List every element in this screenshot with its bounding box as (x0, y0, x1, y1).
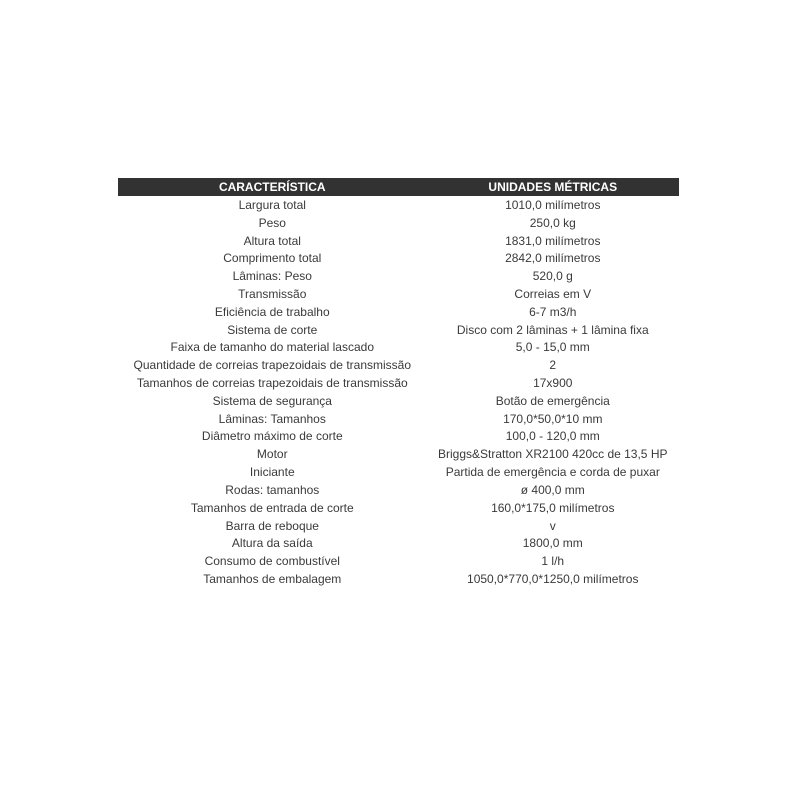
value-cell: 160,0*175,0 milímetros (491, 500, 615, 515)
table-header (118, 178, 679, 196)
header-unidades-metricas: UNIDADES MÉTRICAS (488, 180, 618, 194)
feature-cell: Sistema de segurança (212, 393, 332, 408)
feature-cell: Consumo de combustível (204, 554, 340, 569)
table-row (118, 303, 679, 321)
value-cell: 520,0 g (532, 269, 573, 284)
table-row (118, 267, 679, 285)
value-cell: 2842,0 milímetros (505, 251, 601, 266)
spec-table (118, 178, 679, 588)
feature-cell: Tamanhos de embalagem (203, 571, 342, 586)
feature-cell: Transmissão (238, 286, 307, 301)
feature-cell: Tamanhos de entrada de corte (190, 500, 354, 515)
table-row (118, 463, 679, 481)
table-row (118, 196, 679, 214)
value-cell: 100,0 - 120,0 mm (505, 429, 600, 444)
feature-cell: Faixa de tamanho do material lascado (170, 340, 374, 355)
value-cell: Partida de emergência e corda de puxar (445, 465, 660, 480)
feature-cell: Iniciante (249, 465, 295, 480)
table-row (118, 410, 679, 428)
value-cell: 5,0 - 15,0 mm (515, 340, 590, 355)
table-row (118, 214, 679, 232)
table-row (118, 428, 679, 446)
table-row (118, 285, 679, 303)
value-cell: 2 (549, 358, 557, 373)
table-row (118, 392, 679, 410)
value-cell: v (549, 518, 556, 533)
value-cell: 1800,0 mm (522, 536, 583, 551)
table-row (118, 445, 679, 463)
value-cell: Botão de emergência (495, 393, 610, 408)
feature-cell: Altura da saída (231, 536, 313, 551)
value-cell: 17x900 (533, 376, 573, 391)
feature-cell: Eficiência de trabalho (214, 304, 330, 319)
value-cell: 1050,0*770,0*1250,0 milímetros (467, 571, 639, 586)
table-row (118, 321, 679, 339)
table-row (118, 249, 679, 267)
table-row (118, 499, 679, 517)
feature-cell: Lâminas: Peso (232, 269, 312, 284)
value-cell: Correias em V (514, 286, 592, 301)
table-body (118, 196, 679, 588)
value-cell: 1010,0 milímetros (505, 197, 601, 212)
table-row (118, 232, 679, 250)
feature-cell: Tamanhos de correias trapezoidais de transmissão (136, 376, 408, 391)
value-cell: 250,0 kg (529, 215, 576, 230)
table-row (118, 339, 679, 357)
table-row (118, 481, 679, 499)
value-cell: 1 l/h (541, 554, 565, 569)
value-cell: 1831,0 milímetros (505, 233, 601, 248)
feature-cell: Largura total (238, 197, 306, 212)
table-row (118, 374, 679, 392)
table-row (118, 552, 679, 570)
feature-cell: Peso (258, 215, 286, 230)
value-cell: 170,0*50,0*10 mm (503, 411, 603, 426)
feature-cell: Comprimento total (223, 251, 322, 266)
feature-cell: Quantidade de correias trapezoidais de transmissão (133, 358, 412, 373)
value-cell: Disco com 2 lâminas + 1 lâmina fixa (456, 322, 649, 337)
feature-cell: Diâmetro máximo de corte (201, 429, 343, 444)
table-row (118, 356, 679, 374)
header-caracteristica: CARACTERÍSTICA (218, 180, 326, 194)
feature-cell: Altura total (243, 233, 301, 248)
table-row (118, 570, 679, 588)
feature-cell: Barra de reboque (225, 518, 319, 533)
feature-cell: Sistema de corte (227, 322, 318, 337)
table-row (118, 517, 679, 535)
feature-cell: Lâminas: Tamanhos (218, 411, 326, 426)
value-cell: ø 400,0 mm (520, 482, 585, 497)
value-cell: Briggs&Stratton XR2100 420cc de 13,5 HP (438, 447, 668, 462)
feature-cell: Motor (256, 447, 288, 462)
table-row (118, 534, 679, 552)
value-cell: 6-7 m3/h (529, 304, 577, 319)
feature-cell: Rodas: tamanhos (225, 482, 320, 497)
